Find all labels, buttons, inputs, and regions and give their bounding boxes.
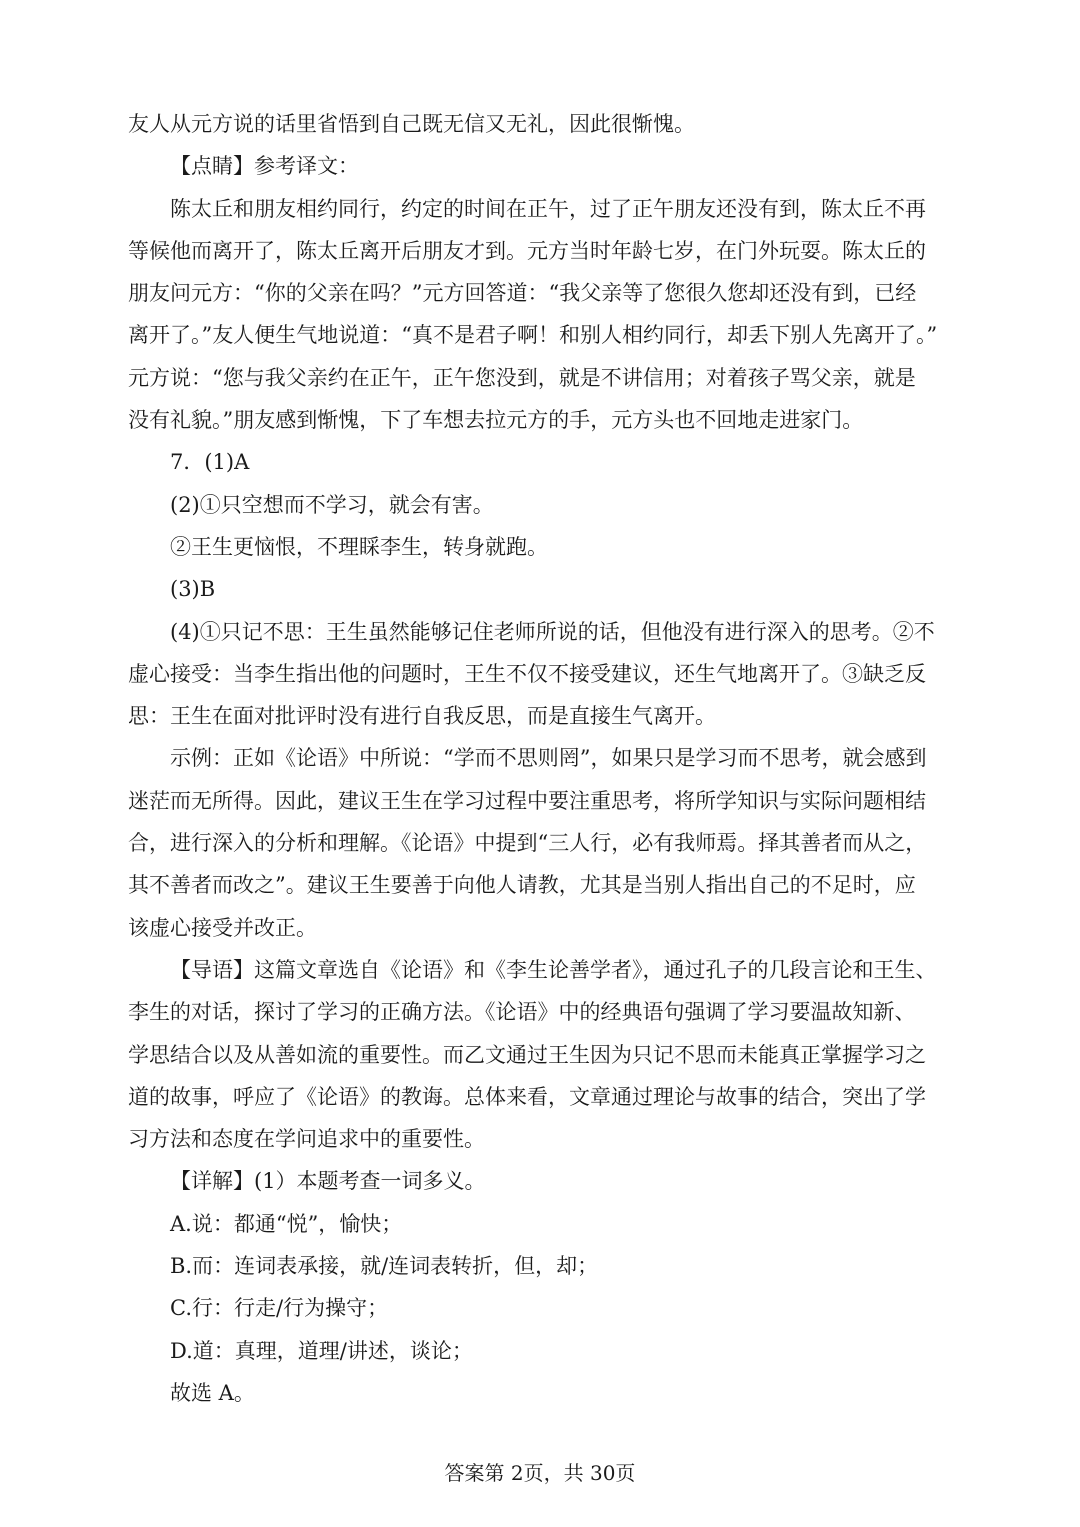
text-line: 故选 A。 [170,1380,255,1405]
text-line: 友人从元方说的话里省悟到自己既无信又无礼，因此很惭愧。 [128,112,695,136]
text-line: 朋友问元方：“你的父亲在吗？”元方回答道：“我父亲等了您很久您却还没有到，已经 [128,281,917,306]
text-line: 道的故事，呼应了《论语》的教诲。总体来看，文章通过理论与故事的结合，突出了学 [128,1084,926,1109]
text-line: 【导语】这篇文章选自《论语》和《李生论善学者》，通过孔子的几段言论和王生、 [170,957,937,982]
text-line: B.而：连词表承接，就/连词表转折，但，却； [170,1254,599,1279]
text-line: (3)B [170,577,216,602]
text-line: 【点睛】参考译文： [170,154,359,179]
text-line: 学思结合以及从善如流的重要性。而乙文通过王生因为只记不思而未能真正掌握学习之 [128,1042,926,1067]
page-number-footer: 答案第 2页，共 30页 [444,1461,636,1485]
text-line: 没有礼貌。”朋友感到惭愧，下了车想去拉元方的手，元方头也不回地走进家门。 [128,408,864,433]
text-line: 其不善者而改之”。建议王生要善于向他人请教，尤其是当别人指出自己的不足时，应 [128,873,916,898]
text-line: D.道：真理，道理/讲述，谈论； [170,1338,473,1363]
text-line: 元方说：“您与我父亲约在正午，正午您没到，就是不讲信用；对着孩子骂父亲，就是 [128,365,916,390]
text-line: 7．(1)A [170,450,250,475]
answer-text-body [128,103,952,1414]
text-line: 等候他而离开了，陈太丘离开后朋友才到。元方当时年龄七岁，在门外玩耍。陈太丘的 [128,238,926,263]
text-line: 示例：正如《论语》中所说：“学而不思则罔”，如果只是学习而不思考，就会感到 [170,746,927,771]
text-line: 该虚心接受并改正。 [128,915,317,940]
text-line: C.行：行走/行为操守； [170,1296,389,1321]
text-line: 李生的对话，探讨了学习的正确方法。《论语》中的经典语句强调了学习要温故知新、 [128,1000,916,1025]
text-line: 合，进行深入的分析和理解。《论语》中提到“三人行，必有我师焉。择其善者而从之， [128,831,927,856]
text-line: 陈太丘和朋友相约同行，约定的时间在正午，过了正午朋友还没有到，陈太丘不再 [170,196,926,221]
text-line: 习方法和态度在学问追求中的重要性。 [128,1127,485,1152]
text-line: A.说：都通“悦”，愉快； [170,1211,403,1236]
text-line: 离开了。”友人便生气地说道：“真不是君子啊！和别人相约同行，却丢下别人先离开了。” [128,323,938,348]
text-line: 虚心接受：当李生指出他的问题时，王生不仅不接受建议，还生气地离开了。③缺乏反 [128,661,926,686]
text-line: 迷茫而无所得。因此，建议王生在学习过程中要注重思考，将所学知识与实际问题相结 [128,788,926,813]
text-line: (4)①只记不思：王生虽然能够记住老师所说的话，但他没有进行深入的思考。②不 [170,619,935,644]
text-line: (2)①只空想而不学习，就会有害。 [170,492,494,517]
text-line: 思：王生在面对批评时没有进行自我反思，而是直接生气离开。 [128,704,716,729]
text-line: 【详解】(1）本题考查一词多义。 [170,1169,486,1194]
text-line: ②王生更恼恨，不理睬李生，转身就跑。 [170,534,548,559]
